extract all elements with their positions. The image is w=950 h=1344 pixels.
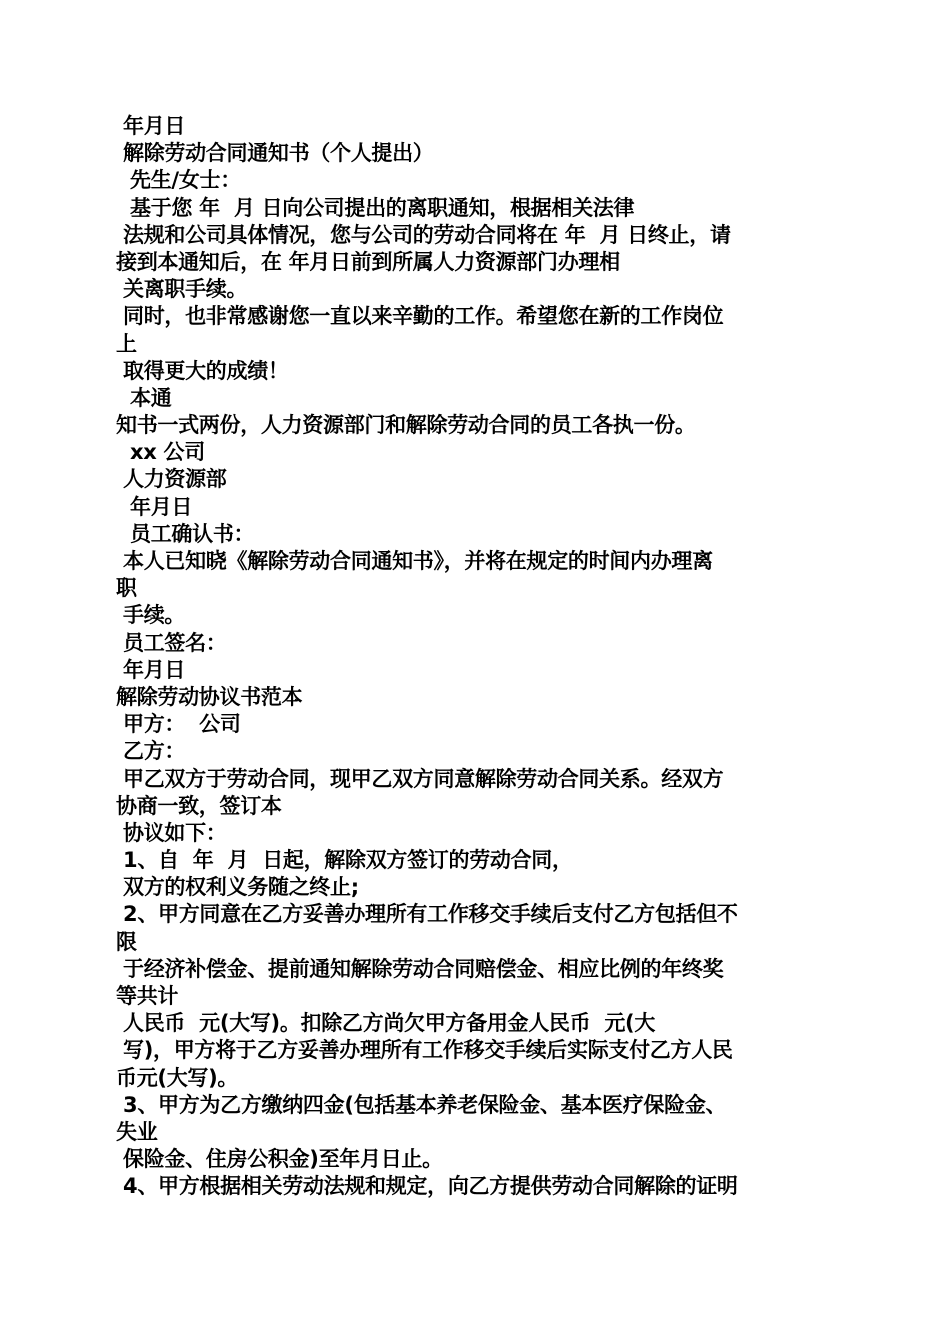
notice-paragraph-line: 基于您 年 月 日向公司提出的离职通知，根据相关法律	[116, 195, 635, 220]
salutation-line: 先生/女士：	[116, 168, 241, 193]
company-name: xx 公司	[116, 440, 205, 465]
signature-label: 员工签名：	[116, 630, 227, 655]
party-b-line: 乙方：	[116, 739, 186, 764]
thanks-paragraph-line: 同时，也非常感谢您一直以来辛勤的工作。希望您在新的工作岗位	[116, 304, 724, 329]
clause-1-line: 1、自 年 月 日起，解除双方签订的劳动合同，	[116, 848, 573, 873]
thanks-paragraph-line: 取得更大的成绩！	[116, 358, 289, 383]
date-line: 年月日	[116, 657, 186, 682]
confirmation-heading: 员工确认书：	[116, 521, 255, 546]
clause-2-line: 限	[116, 929, 137, 954]
date-line: 年月日	[116, 114, 186, 138]
clause-2-line: 2、甲方同意在乙方妥善办理所有工作移交手续后支付乙方包括但不	[116, 902, 738, 927]
thanks-paragraph-line: 上	[116, 331, 137, 356]
clause-3-line: 失业	[116, 1119, 158, 1144]
notice-title: 解除劳动合同通知书（个人提出）	[116, 141, 434, 166]
clause-3-line: 保险金、住房公积金)至年月日止。	[116, 1147, 443, 1172]
document-body	[116, 113, 836, 1201]
notice-paragraph-line: 接到本通知后，在 年月日前到所属人力资源部门办理相	[116, 249, 620, 274]
clause-2-line: 币元(大写)。	[116, 1065, 239, 1090]
agreement-title: 解除劳动协议书范本	[116, 684, 303, 709]
clause-1-line: 双方的权利义务随之终止;	[116, 875, 359, 900]
department-name: 人力资源部	[116, 467, 227, 492]
copies-paragraph-line: 本通	[116, 385, 172, 410]
party-a-line: 甲方： 公司	[116, 712, 241, 737]
clause-2-line: 写)，甲方将于乙方妥善办理所有工作移交手续后实际支付乙方人民	[116, 1038, 733, 1063]
agreement-paragraph-line: 协商一致，签订本	[116, 793, 282, 818]
clause-3-line: 3、甲方为乙方缴纳四金(包括基本养老保险金、基本医疗保险金、	[116, 1092, 727, 1117]
notice-paragraph-line: 法规和公司具体情况，您与公司的劳动合同将在 年 月 日终止，请	[116, 222, 731, 247]
confirmation-paragraph-line: 职	[116, 576, 137, 601]
confirmation-paragraph-line: 本人已知晓《解除劳动合同通知书》，并将在规定的时间内办理离	[116, 549, 713, 573]
confirmation-paragraph-line: 手续。	[116, 603, 186, 628]
clause-2-line: 人民币 元(大写)。扣除乙方尚欠甲方备用金人民币 元(大	[116, 1011, 656, 1036]
clause-2-line: 等共计	[116, 984, 179, 1008]
date-line: 年月日	[116, 494, 193, 519]
clause-2-line: 于经济补偿金、提前通知解除劳动合同赔偿金、相应比例的年终奖	[116, 956, 724, 981]
notice-paragraph-line: 关离职手续。	[116, 277, 248, 302]
clause-4-line: 4、甲方根据相关劳动法规和规定，向乙方提供劳动合同解除的证明	[116, 1174, 738, 1199]
copies-paragraph-line: 知书一式两份，人力资源部门和解除劳动合同的员工各执一份。	[116, 413, 696, 438]
agreement-paragraph-line: 甲乙双方于劳动合同，现甲乙双方同意解除劳动合同关系。经双方	[116, 766, 724, 791]
agreement-paragraph-line: 协议如下：	[116, 820, 227, 845]
